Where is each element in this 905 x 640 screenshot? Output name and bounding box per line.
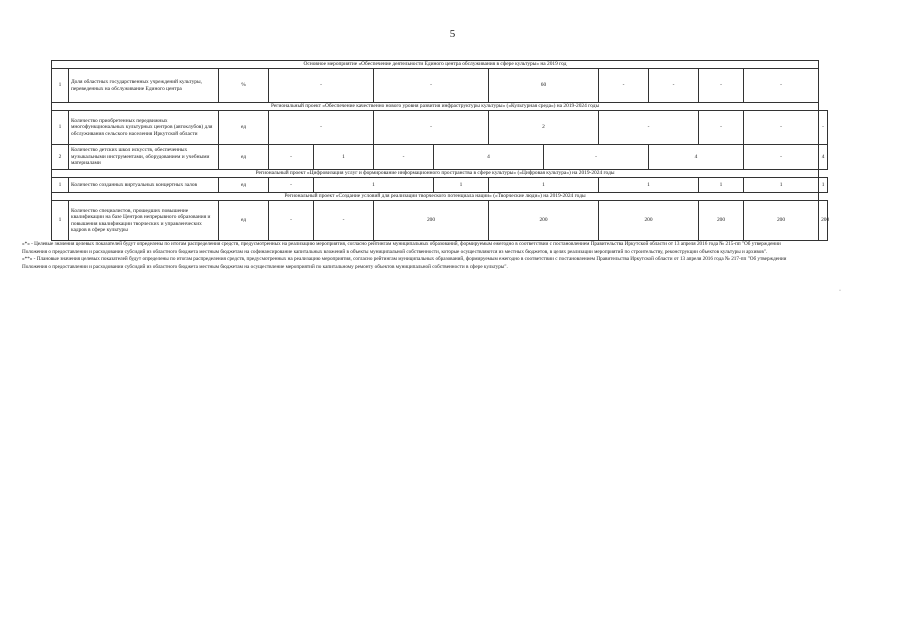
value-cell: 1	[434, 178, 489, 193]
value-cell: -	[819, 111, 828, 145]
value-cell: -	[374, 145, 434, 170]
indicator-name: Количество приобретенных передвижных многофункциональных культурных центров (автоклубов) для обслуживания сельского населения Иркутской области	[69, 111, 219, 145]
section-header-row	[52, 103, 828, 111]
value-cell: 1	[819, 178, 828, 193]
footnote: «*» - Целевые значения целевых показателей будут определены по итогам распределения средств, предусмотренных на реализацию мероприятия, согласно рейтингам муниципальных образований, формируемым ежегодно в соответствии с постановлением Правительства Иркутской области от 13 апреля 2016 года № 215-пп "Об утверждении Положения о предоставлении и расходовании субсидий из областного бюджета местным бюджетам на софинансирование капитальных вложений в объекты муниципальной собственности, которые осуществляются из местных бюджетов, в целях реализации мероприятий по строительству, реконструкции объектов культуры и архивов".	[22, 241, 781, 255]
table-row	[52, 201, 828, 241]
indicator-name: Количество созданных виртуальных концертных залов	[69, 178, 219, 193]
value-cell: 1	[314, 145, 374, 170]
value-cell: -	[744, 69, 819, 103]
indicator-name: Количество детских школ искусств, обеспеченных музыкальными инструментами, оборудованием и учебными материалами	[69, 145, 219, 170]
unit-cell: ед	[219, 111, 269, 145]
value-cell: -	[544, 145, 649, 170]
value-cell: -	[269, 145, 314, 170]
value-cell: -	[649, 69, 699, 103]
row-number: 1	[52, 178, 69, 193]
value-cell: 200	[744, 201, 819, 241]
section-title: Региональный проект «Цифровизация услуг и формирование информационного пространства в сфере культуры» («Цифровая культура») на 2019-2024 годы	[52, 170, 819, 178]
value-cell: 2	[489, 111, 599, 145]
indicators-table	[51, 60, 828, 241]
value-cell: 1	[489, 178, 599, 193]
unit-cell: ед	[219, 178, 269, 193]
value-cell: -	[314, 201, 374, 241]
value-cell: -	[699, 69, 744, 103]
section-title: Региональный проект «Обеспечение качественно нового уровня развития инфраструктуры культуры» («Культурная среда») на 2019-2024 годы	[52, 103, 819, 111]
table-row	[52, 69, 828, 103]
value-cell: -	[374, 111, 489, 145]
indicator-name: Доля областных государственных учреждений культуры, переведенных на обслуживание Единого центра	[69, 69, 219, 103]
row-number: 2	[52, 145, 69, 170]
unit-cell: ед	[219, 145, 269, 170]
value-cell: -	[599, 69, 649, 103]
value-cell: -	[269, 69, 374, 103]
table-row	[52, 145, 828, 170]
value-cell: -	[744, 111, 819, 145]
value-cell: -	[269, 178, 314, 193]
value-cell: 200	[489, 201, 599, 241]
page-number: 5	[449, 28, 456, 40]
value-cell: -	[599, 111, 699, 145]
value-cell: -	[269, 201, 314, 241]
unit-cell: %	[219, 69, 269, 103]
value-cell: -	[269, 111, 374, 145]
value-cell: 4	[819, 145, 828, 170]
value-cell: 1	[744, 178, 819, 193]
value-cell: 200	[699, 201, 744, 241]
row-number: 1	[52, 201, 69, 241]
value-cell: -	[744, 145, 819, 170]
table-row	[52, 178, 828, 193]
section-header-row	[52, 61, 828, 69]
value-cell: 1	[699, 178, 744, 193]
value-cell: -	[374, 69, 489, 103]
value-cell: 60	[489, 69, 599, 103]
value-cell: -	[699, 111, 744, 145]
value-cell: 200	[819, 201, 828, 241]
value-cell: 1	[314, 178, 434, 193]
table-row	[52, 111, 828, 145]
row-number: 1	[52, 69, 69, 103]
value-cell: 1	[599, 178, 699, 193]
stray-mark: ·	[839, 288, 841, 294]
value-cell: 200	[374, 201, 489, 241]
indicator-name: Количество специалистов, прошедших повышение квалификации на базе Центров непрерывного образования и повышения квалификации творческих и управленческих кадров в сфере культуры	[69, 201, 219, 241]
value-cell: 4	[434, 145, 544, 170]
section-header-row	[52, 193, 828, 201]
value-cell: 4	[649, 145, 744, 170]
section-title: Региональный проект «Создание условий для реализации творческого потенциала нации» («Творческие люди») на 2019-2024 годы	[52, 193, 819, 201]
footnotes	[22, 241, 802, 271]
value-cell: 200	[599, 201, 699, 241]
section-title: Основное мероприятие «Обеспечение деятельности Единого центра обслуживания в сфере культуры» на 2019 год	[52, 61, 819, 69]
row-number: 1	[52, 111, 69, 145]
footnote: «**» - Плановые значения целевых показателей будут определены по итогам распределения средств, предусмотренных на реализацию мероприятия, согласно рейтингам муниципальных образований, формируемым ежегодно в соответствии с постановлением Правительства Иркутской области от 13 апреля 2016 года № 217-пп "Об утверждении Положения о предоставлении и расходовании субсидий из областного бюджета местным бюджетам на осуществление мероприятий по капитальному ремонту объектов муниципальной собственности в сфере культуры".	[22, 256, 787, 270]
unit-cell: ед	[219, 201, 269, 241]
section-header-row	[52, 170, 828, 178]
